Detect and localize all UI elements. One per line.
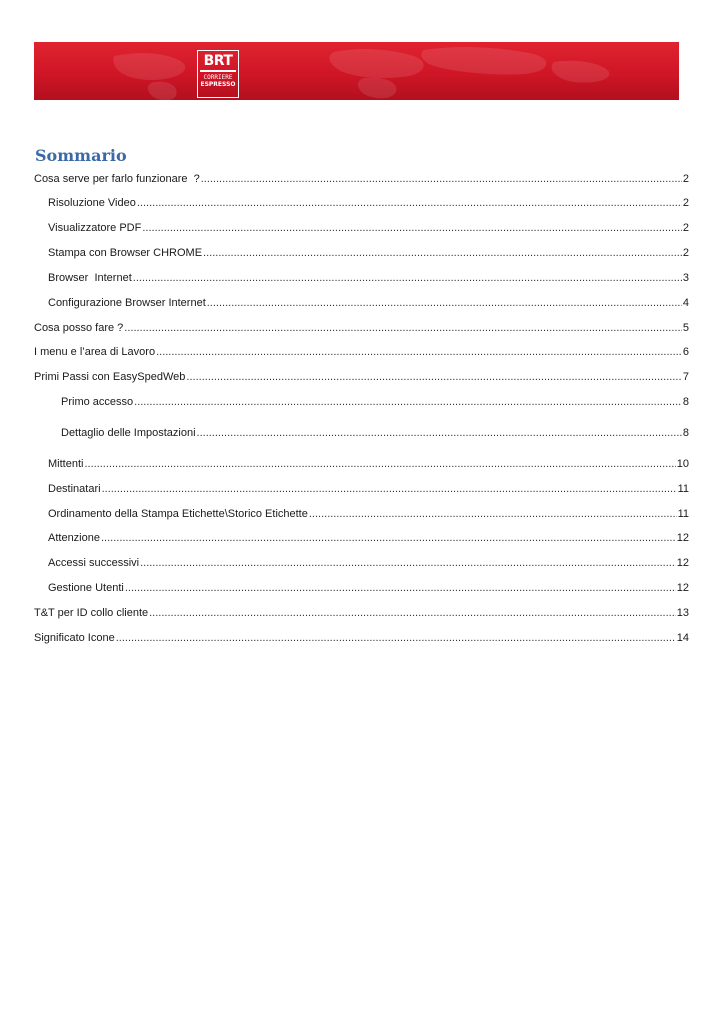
- toc-leader: [140, 556, 676, 570]
- toc-leader: [156, 345, 682, 359]
- brt-logo: [197, 50, 239, 98]
- toc-entry-page: 11: [677, 508, 689, 520]
- toc-entry[interactable]: [61, 395, 689, 409]
- toc-entry-page: 2: [682, 173, 689, 185]
- toc-entry[interactable]: [34, 172, 689, 186]
- toc-entry-page: 3: [682, 272, 689, 284]
- toc-entry-label: Gestione Utenti: [48, 582, 124, 594]
- toc-leader: [124, 321, 682, 335]
- toc-entry[interactable]: [48, 296, 689, 310]
- world-map-watermark: [34, 42, 679, 100]
- toc-entry[interactable]: [48, 457, 689, 471]
- toc-entry-label: Attenzione: [48, 532, 100, 544]
- toc-entry-page: 2: [682, 197, 689, 209]
- toc-entry[interactable]: [48, 556, 689, 570]
- toc-leader: [201, 172, 682, 186]
- toc-leader: [137, 196, 682, 210]
- toc-entry[interactable]: [48, 196, 689, 210]
- toc-entry-label: Visualizzatore PDF: [48, 222, 142, 234]
- toc-leader: [203, 246, 682, 260]
- toc-entry-label: I menu e l’area di Lavoro: [34, 346, 156, 358]
- toc-leader: [197, 426, 682, 440]
- toc-entry-label: Significato Icone: [34, 632, 115, 644]
- toc-entry[interactable]: [48, 482, 689, 496]
- toc-entry-label: Ordinamento della Stampa Etichette\Storico Etichette: [48, 508, 308, 520]
- toc-entry[interactable]: [34, 370, 689, 384]
- toc-leader: [102, 482, 677, 496]
- toc-entry[interactable]: [34, 606, 689, 620]
- toc-entry-page: 12: [676, 582, 689, 594]
- toc-entry-page: 4: [682, 297, 689, 309]
- toc-entry-page: 8: [682, 427, 689, 439]
- toc-entry-page: 12: [676, 532, 689, 544]
- toc-entry-label: Accessi successivi: [48, 557, 140, 569]
- toc-leader: [149, 606, 676, 620]
- toc-entry-page: 14: [676, 632, 689, 644]
- toc-entry-label: Risoluzione Video: [48, 197, 136, 209]
- toc-entry-label: Primo accesso: [61, 396, 134, 408]
- toc-entry-label: Primi Passi con EasySpedWeb: [34, 371, 186, 383]
- toc-leader: [133, 271, 682, 285]
- toc-entry-page: 10: [676, 458, 689, 470]
- toc-entry-page: 6: [682, 346, 689, 358]
- toc-entry[interactable]: [34, 345, 689, 359]
- toc-entry[interactable]: [48, 507, 689, 521]
- toc-leader: [309, 507, 677, 521]
- toc-entry-page: 12: [676, 557, 689, 569]
- toc-leader: [116, 631, 676, 645]
- toc-entry[interactable]: [48, 531, 689, 545]
- toc-entry-label: Dettaglio delle Impostazioni: [61, 427, 196, 439]
- toc-entry[interactable]: [61, 426, 689, 440]
- toc-entry-page: 2: [682, 247, 689, 259]
- header-banner: [34, 42, 679, 100]
- toc-entry-label: Mittenti: [48, 458, 84, 470]
- toc-entry-page: 8: [682, 396, 689, 408]
- toc-leader: [134, 395, 682, 409]
- toc-entry[interactable]: [48, 246, 689, 260]
- logo-subtitle-1: CORRIERE: [203, 73, 233, 81]
- toc-entry-label: Cosa posso fare ?: [34, 322, 124, 334]
- toc-entry-label: T&T per ID collo cliente: [34, 607, 149, 619]
- toc-leader: [101, 531, 676, 545]
- toc-entry-label: Stampa con Browser CHROME: [48, 247, 203, 259]
- toc-entry[interactable]: [48, 221, 689, 235]
- toc-entry[interactable]: [48, 271, 689, 285]
- toc-leader: [207, 296, 682, 310]
- toc-entry-page: 2: [682, 222, 689, 234]
- toc-entry-page: 7: [682, 371, 689, 383]
- toc-entry-page: 11: [677, 483, 689, 495]
- toc-leader: [84, 457, 675, 471]
- toc-entry[interactable]: [34, 631, 689, 645]
- toc-entry-page: 5: [682, 322, 689, 334]
- toc-entry-label: Browser Internet: [48, 272, 132, 284]
- logo-subtitle-2: ESPRESSO: [200, 80, 236, 88]
- toc-entry-label: Destinatari: [48, 483, 101, 495]
- toc-title: Sommario: [35, 146, 127, 165]
- toc-entry-label: Cosa serve per farlo funzionare ?: [34, 173, 200, 185]
- toc-leader: [125, 581, 676, 595]
- toc-leader: [142, 221, 682, 235]
- toc-entry-label: Configurazione Browser Internet: [48, 297, 206, 309]
- toc-entry[interactable]: [48, 581, 689, 595]
- logo-text: BRT: [203, 53, 233, 69]
- toc-leader: [186, 370, 681, 384]
- toc-entry[interactable]: [34, 321, 689, 335]
- toc-entry-page: 13: [676, 607, 689, 619]
